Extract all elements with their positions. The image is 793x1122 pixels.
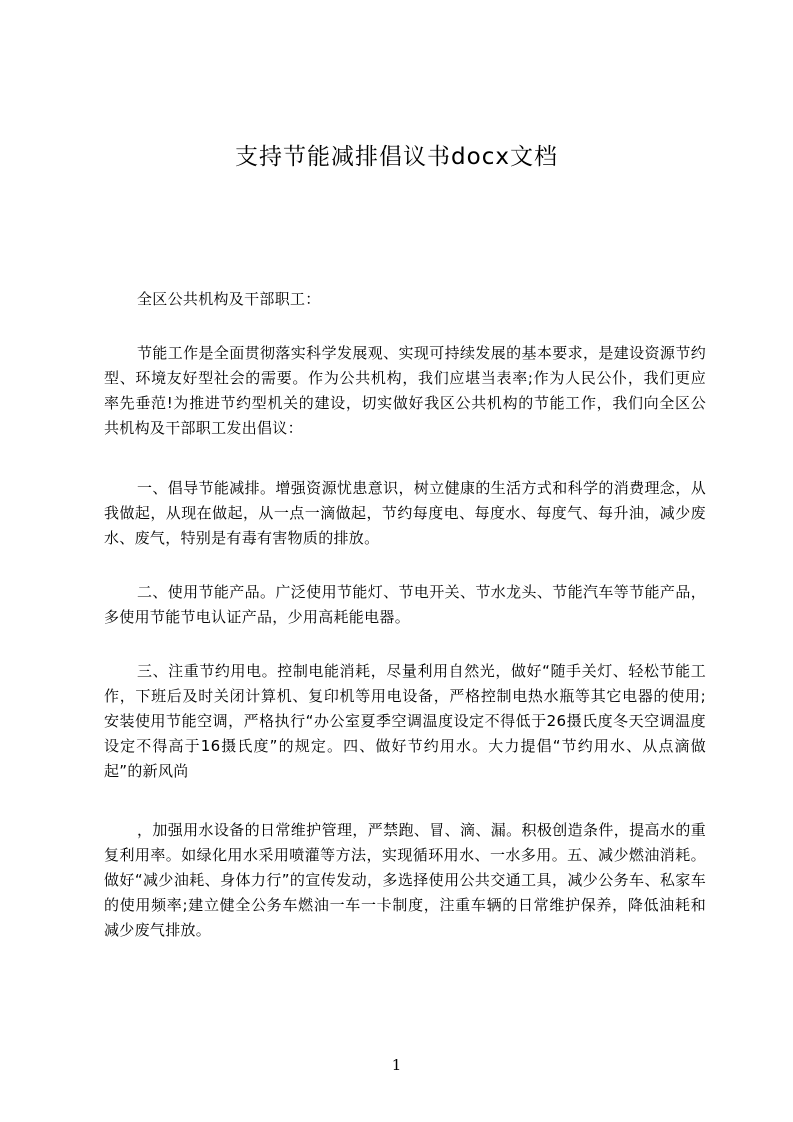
paragraph-item-3: 三、注重节约用电。控制电能消耗，尽量利用自然光，做好“随手关灯、轻松节能工作，下班后及时关闭计算机、复印机等用电设备，严格控制电热水瓶等其它电器的使用;安装使用节能空调，严格执行“办公室夏季空调温度设定不得低于26摄氏度冬天空调温度设定不得高于16摄氏度”的规定。四、做好节约用水。大力提倡“节约用水、从点滴做起”的新风尚: [104, 662, 706, 780]
document-title: 支持节能减排倡议书docx文档: [235, 144, 558, 170]
salutation: 全区公共机构及干部职工：: [137, 290, 321, 308]
page-number: 1: [391, 1056, 402, 1074]
paragraph-continuation: ，加强用水设备的日常维护管理，严禁跑、冒、滴、漏。积极创造条件，提高水的重复利用率。如绿化用水采用喷灌等方法，实现循环用水、一水多用。五、减少燃油消耗。做好“减少油耗、身体力行”的宣传发动，多选择使用公共交通工具，减少公务车、私家车的使用频率;建立健全公务车燃油一车一卡制度，注重车辆的日常维护保养，降低油耗和减少废气排放。: [104, 821, 706, 939]
paragraph-item-2: 二、使用节能产品。广泛使用节能灯、节电开关、节水龙头、节能汽车等节能产品，多使用节能节电认证产品，少用高耗能电器。: [104, 583, 706, 626]
paragraph-item-1: 一、倡导节能减排。增强资源忧患意识，树立健康的生活方式和科学的消费理念，从我做起，从现在做起，从一点一滴做起，节约每度电、每度水、每度气、每升油，减少废水、废气，特别是有毒有害物质的排放。: [104, 479, 706, 547]
paragraph-intro: 节能工作是全面贯彻落实科学发展观、实现可持续发展的基本要求，是建设资源节约型、环境友好型社会的需要。作为公共机构，我们应堪当表率;作为人民公仆，我们更应率先垂范!为推进节约型机关的建设，切实做好我区公共机构的节能工作，我们向全区公共机构及干部职工发出倡议：: [104, 344, 706, 437]
